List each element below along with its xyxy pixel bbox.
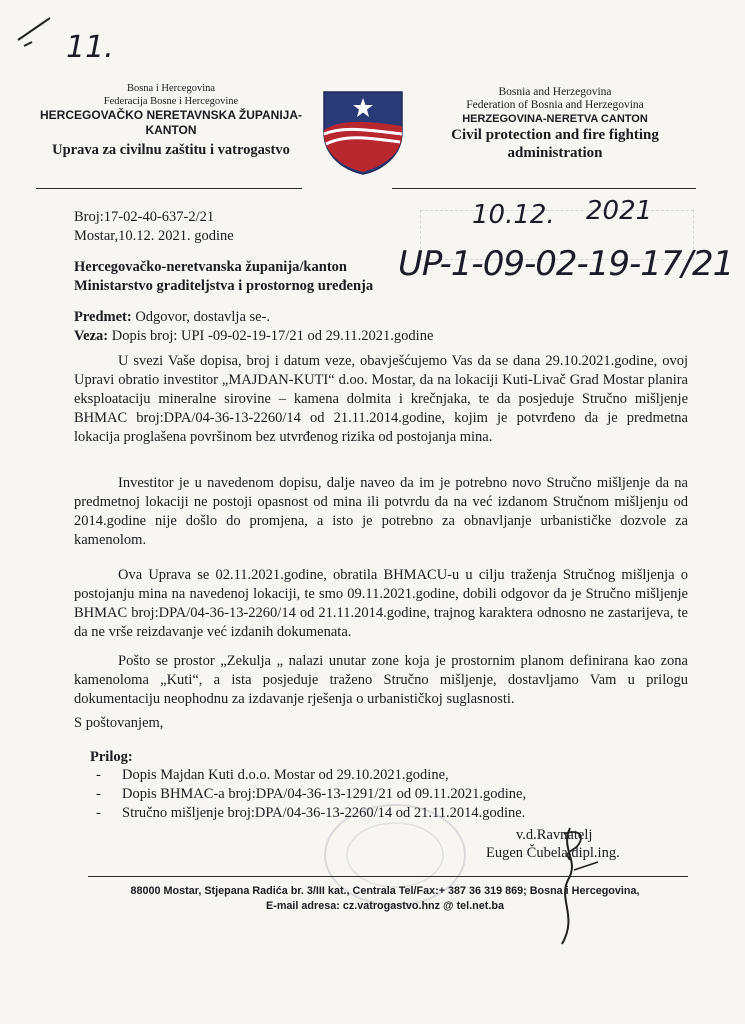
header-divider-left [36,188,302,189]
reference-block [74,208,234,246]
header-right-administration: Civil protection and fire fighting [451,127,659,143]
stamp-handwritten-number: UP-1-09-02-19-17/21 [398,244,734,284]
header-left-country: Bosna i Hercegovina [126,83,216,94]
subject-label: Predmet: [74,309,132,325]
stamp-handwritten-year: 2021 [586,196,653,226]
signature-title: v.d.Ravnatelj [516,827,593,843]
greeting: S poštovanjem, [74,715,164,731]
header-left-federation: Federacija Bosne i Hercegovine [103,96,239,107]
header-left [40,82,302,160]
header-left-canton: HERCEGOVAČKO NERETAVNSKA ŽUPANIJA- [40,108,303,122]
subject-block [74,308,433,346]
body-paragraph-1: U svezi Vaše dopisa, broj i datum veze, obavješćujemo Vas da se dana 29.10.2021.godine, ovoj Upravi obratio investitor „MAJDAN-KUTI“ d.oo. Mostar, da na lokaciji Kuti-Livač Grad Mostar planira eksploataciju mineralne sirovine – kamena dolmita i krečnjaka, te da posjeduje Stručno mišljenje BHMAC broj:DPA/04-36-13-2260/14 od 21.11.2014.godine, kojim je potvrđeno da je predmetna lokacija proglašena površinom bez utvrđenog rizika od postojanja mina. [74,353,688,445]
header-right-administration-cont: administration [507,145,603,161]
header-left-administration: Uprava za civilnu zaštitu i vatrogastvo [52,142,290,158]
attachment-item: - Dopis Majdan Kuti d.o.o. Mostar od 29.10.2021.godine, [96,766,616,785]
recipient-line-2: Ministarstvo graditeljstva i prostornog uređenja [74,278,374,294]
subject-text: Odgovor, dostavlja se-. [131,309,271,325]
attachments-label: Prilog: [90,749,133,765]
reference-number: Broj:17-02-40-637-2/21 [74,209,215,225]
reference-link-line [74,327,433,346]
header-right-country: Bosnia and Herzegovina [498,86,612,98]
header-right [440,86,670,162]
recipient-block [74,258,373,296]
header-left-canton-cont: KANTON [145,123,197,137]
handwritten-top-mark: 11. [66,30,114,65]
footer-email: E-mail adresa: cz.vatrogastvo.hnz @ tel.net.ba [266,900,504,912]
body-paragraph-4: Pošto se prostor „Zekulja „ nalazi unutar zone koja je prostornim planom definirana kao zona kamenoloma „Kuti“, a ista posjeduje traženo Stručno mišljenje, dostavljamo Vam u prilogu dokumentaciju neophodnu za izdavanje rješenja o urbanističkoj suglasnosti. [74,653,688,707]
footer-divider [88,876,688,877]
veza-text: Dopis broj: UPI -09-02-19-17/21 od 29.11.2021.godine [108,328,434,344]
attachment-item: - Stručno mišljenje broj:DPA/04-36-13-2260/14 od 21.11.2014.godine. [96,804,616,823]
signature-name: Eugen Čubela,dipl.ing. [486,845,620,861]
body-paragraph-2: Investitor je u navedenom dopisu, dalje naveo da im je potrebno novo Stručno mišljenje da na predmetnoj lokaciji ne postoji opasnost od mina ili potvrdu da na već izdanom Stručnom mišljenju od 2014.godine nije došlo do promjena, a isto je potrebno za obnavljanje urbanističke dozvole za kamenolom. [74,475,688,548]
header-divider-right [392,188,696,189]
subject-line [74,308,433,327]
body-paragraph-3: Ova Uprava se 02.11.2021.godine, obratila BHMACU-u u cilju traženja Stručnog mišljenja o postojanju mina na navedenoj lokaciji, te smo 09.11.2021.godine, dobili odgovor da je Stručno mišljenje BHMAC broj:DPA/04-36-13-2260/14 od 21.11.2014.godine, trajnog karaktera odnosno ne zastarijeva, te da ne vrše reizdavanje već izdanih dokumenata. [74,567,688,640]
stamp-handwritten-date: 10.12. [472,200,555,230]
header-right-federation: Federation of Bosnia and Herzegovina [466,99,644,111]
header-right-canton: HERZEGOVINA-NERETVA CANTON [462,113,648,125]
reference-date: Mostar,10.12. 2021. godine [74,228,234,244]
footer-address: 88000 Mostar, Stjepana Radića br. 3/III kat., Centrala Tel/Fax:+ 387 36 319 869; Bosna i Hercegovina, [130,885,640,897]
canton-crest-logo [320,90,406,176]
recipient-line-1: Hercegovačko-neretvanska županija/kanton [74,259,347,275]
attachment-item: - Dopis BHMAC-a broj:DPA/04-36-13-1291/21 od 09.11.2021.godine, [96,785,616,804]
veza-label: Veza: [74,328,109,344]
corner-pen-mark [10,12,60,52]
